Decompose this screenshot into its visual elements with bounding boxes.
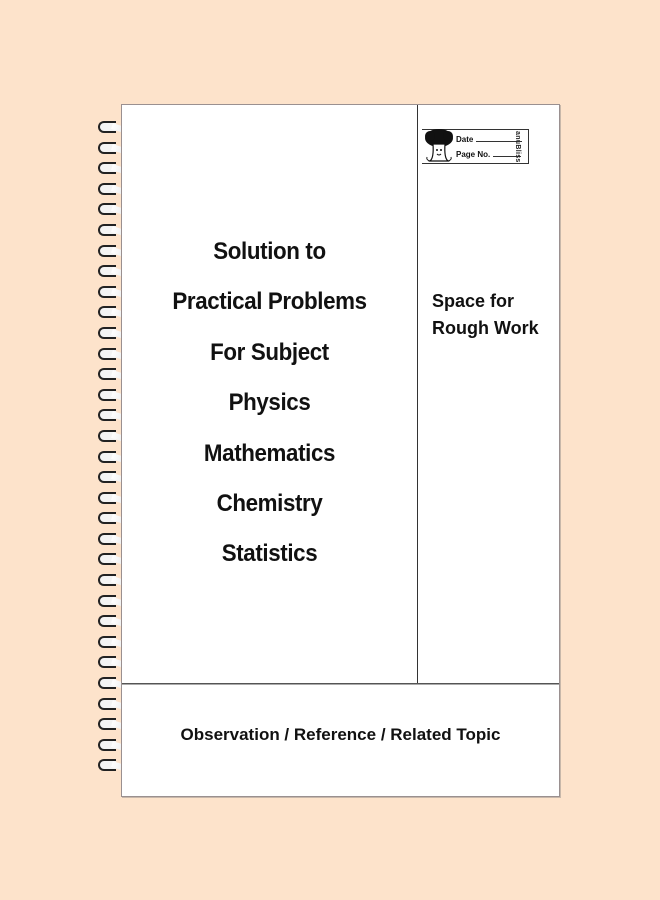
title-line-1: Solution to [213, 238, 326, 265]
title-line-2: Practical Problems [172, 288, 367, 316]
notebook-page [121, 104, 560, 797]
rough-work-label [432, 288, 539, 342]
date-field: Date [456, 135, 522, 144]
date-page-box [422, 129, 529, 164]
subject-physics: Physics [228, 389, 311, 417]
footer-label: Observation / Reference / Related Topic [180, 725, 501, 744]
page-number-field: Page No. [456, 150, 521, 159]
subject-mathematics: Mathematics [203, 439, 336, 467]
tree-logo-icon [424, 128, 454, 164]
main-content-area [122, 231, 417, 584]
subject-chemistry: Chemistry [216, 489, 323, 517]
horizontal-divider [122, 683, 559, 684]
rough-work-line-1: Space for [432, 291, 515, 311]
subject-statistics: Statistics [221, 540, 318, 568]
vertical-divider [417, 105, 418, 683]
brand-mark: anuBliss [514, 131, 521, 163]
title-line-3: For Subject [210, 338, 329, 366]
rough-work-line-2: Rough Work [432, 318, 539, 338]
